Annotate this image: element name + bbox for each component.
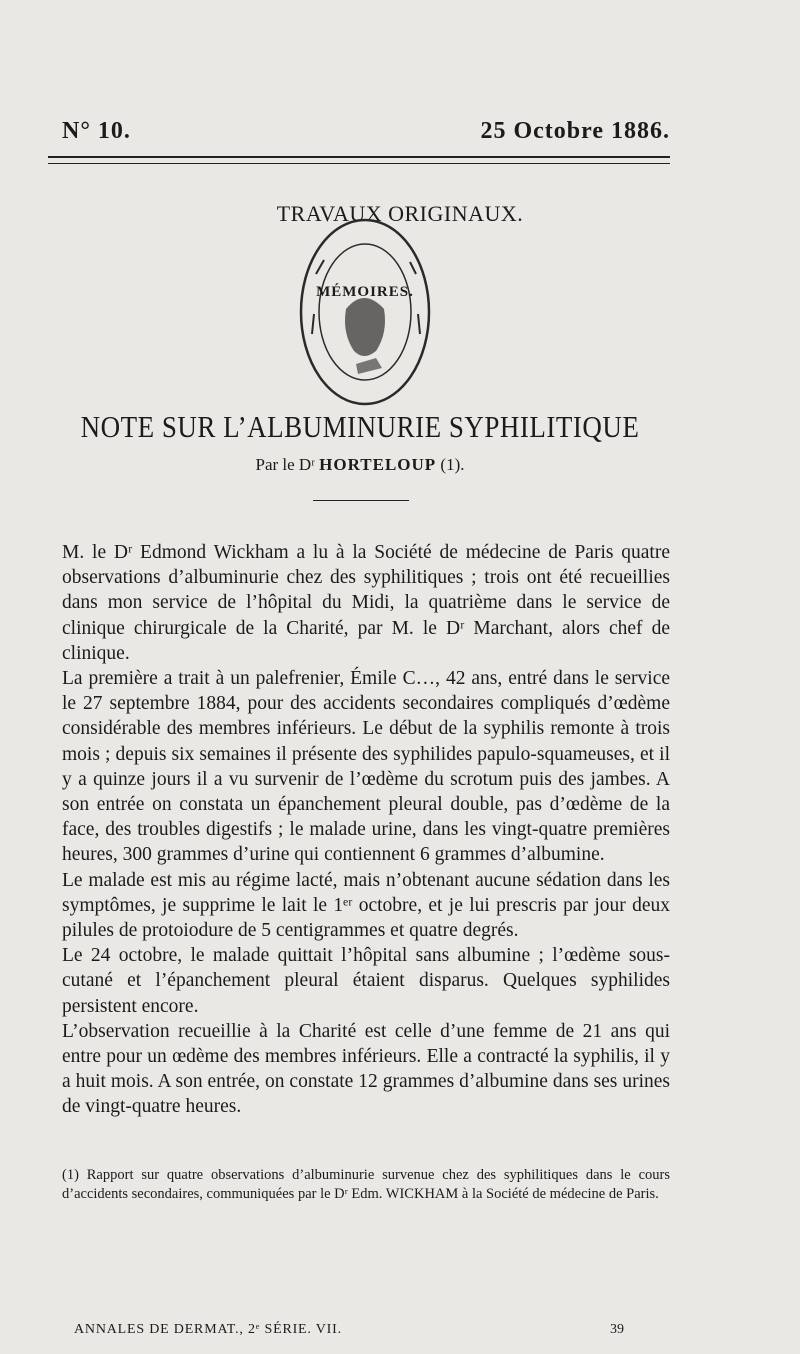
- journal-footer: ANNALES DE DERMAT., 2ᵉ SÉRIE. VII.: [74, 1322, 342, 1337]
- library-stamp-icon: [296, 214, 434, 410]
- paragraph: M. le Dʳ Edmond Wickham a lu à la Société de médecine de Paris quatre observations d’albuminurie chez des syphilitiques ; trois ont été recueillies dans mon service de l’hôpital du Midi, la quatrième dans le service de clinique chirurgicale de la Charité, par M. le Dʳ Marchant, alors chef de clinique.: [62, 542, 670, 664]
- title-divider: [313, 500, 409, 501]
- page-number: 39: [610, 1322, 624, 1337]
- footnote-reference: (1).: [436, 455, 465, 474]
- paragraph: L’observation recueillie à la Charité est celle d’une femme de 21 ans qui entre pour un œdème des membres inférieurs. Elle a contracté la syphilis, il y a huit mois. A son entrée, on constate 12 grammes d’albumine dans ses urines de vingt-quatre heures.: [62, 1020, 670, 1118]
- article-title: NOTE SUR L’ALBUMINURIE SYPHILITIQUE: [80, 410, 640, 444]
- section-heading: TRAVAUX ORIGINAUX.: [276, 201, 524, 226]
- footnote: (1) Rapport sur quatre observations d’albuminurie survenue chez des syphilitiques dans le cours d’accidents secondaires, communiquées par le Dʳ Edm. WICKHAM à la Société de médecine de Paris.: [62, 1167, 670, 1202]
- article-body: [62, 540, 670, 1120]
- article-byline: [0, 455, 720, 475]
- stamp-text: MÉMOIRES.: [316, 284, 414, 300]
- issue-date: 25 Octobre 1886.: [480, 118, 670, 144]
- byline-prefix: Par le Dʳ: [255, 455, 320, 474]
- paragraph: Le 24 octobre, le malade quittait l’hôpital sans albumine ; l’œdème sous-cutané et l’épanchement pleural étaient disparus. Quelques syphilides persistent encore.: [62, 945, 670, 1017]
- paragraph: Le malade est mis au régime lacté, mais n’obtenant aucune sédation dans les symptômes, je supprime le lait le 1ᵉʳ octobre, et je lui prescris par jour deux pilules de protoiodure de 5 centigrammes et quatre degrés.: [62, 869, 670, 942]
- issue-number: N° 10.: [62, 118, 131, 144]
- running-header: [62, 118, 670, 148]
- author-name: HORTELOUP: [319, 455, 437, 474]
- paragraph: La première a trait à un palefrenier, Émile C…, 42 ans, entré dans le service le 27 septembre 1884, pour des accidents secondaires compliqués d’œdème considérable des membres inférieurs. Le début de la syphilis remonte à trois mois ; depuis six semaines il présente des syphilides papulo-squameuses, et il y a quinze jours il a vu survenir de l’œdème du scrotum puis des jambes. A son entrée on constata un épanchement pleural double, pas d’œdème de la face, des troubles digestifs ; le malade urine, dans les vingt-quatre premières heures, 300 grammes d’urine qui contiennent 6 grammes d’albumine.: [62, 668, 670, 866]
- header-double-rule: [48, 156, 670, 164]
- library-stamp: [296, 214, 434, 410]
